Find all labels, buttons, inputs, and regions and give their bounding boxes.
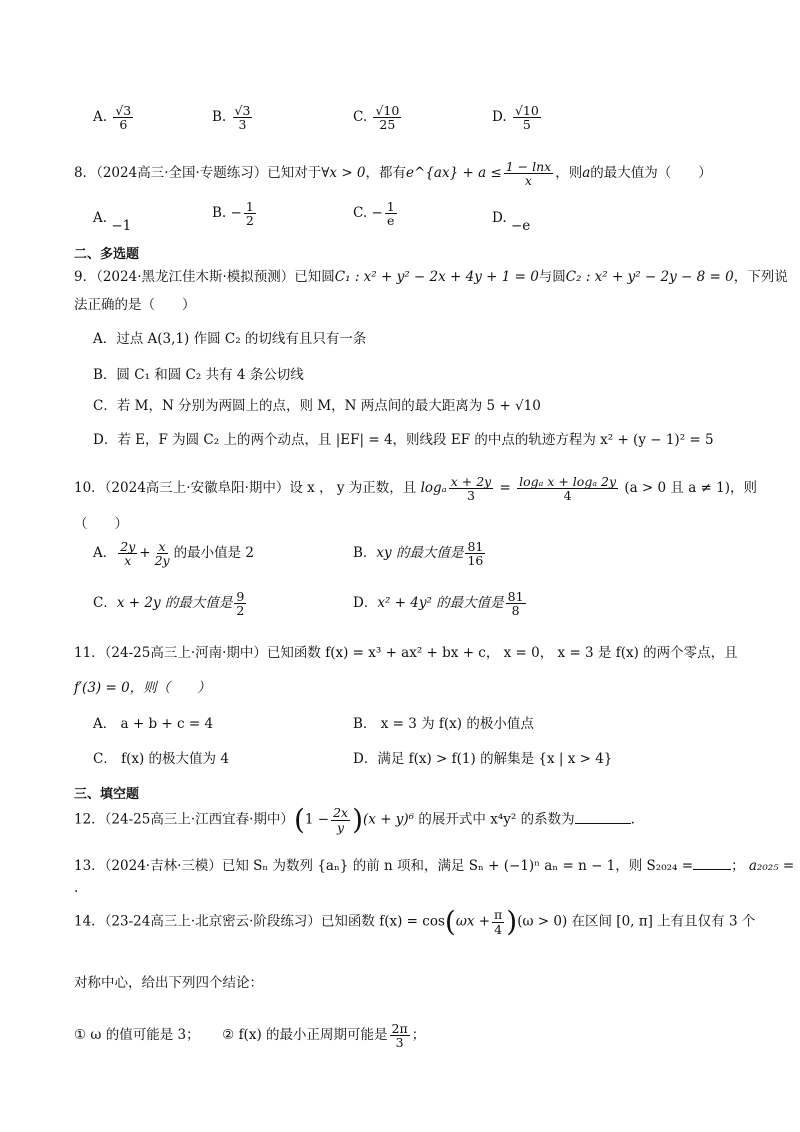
q14-stem-line2: 对称中心，给出下列四个结论： xyxy=(74,975,263,991)
q9-circle1: C₁ : x² + y² − 2x + 4y + 1 = 0 xyxy=(334,269,539,285)
a2025-label: a₂₀₂₅ = xyxy=(748,858,795,874)
q14-prefix: 14．（23-24高三上·北京密云·阶段练习）已知函数 f(x) = cos xyxy=(74,913,445,930)
q9-circle2: C₂ : x² + y² − 2y − 8 = 0 xyxy=(565,269,734,285)
option-label: B. xyxy=(212,109,227,126)
denominator: 3 xyxy=(395,1035,404,1051)
denominator: y xyxy=(337,819,345,835)
sign: − xyxy=(230,205,242,222)
denominator: 8 xyxy=(511,603,520,619)
separator: ； xyxy=(731,858,745,874)
fraction xyxy=(153,540,172,567)
fraction xyxy=(449,475,494,502)
fraction xyxy=(513,104,541,131)
fraction xyxy=(233,104,253,131)
fraction xyxy=(244,200,256,227)
option-mid: xy 的最大值是 xyxy=(376,545,464,562)
numerator: √10 xyxy=(514,103,539,118)
q8-mid: ，都有 xyxy=(365,165,407,182)
q8-prefix: 8．（2024高三·全国·专题练习）已知对于 xyxy=(74,165,322,182)
denominator: 3 xyxy=(238,117,247,133)
numerator: 81 xyxy=(467,539,484,554)
option-tail: 的最小值是 2 xyxy=(173,545,254,562)
q8-option-a xyxy=(93,210,132,234)
fraction xyxy=(385,200,397,227)
denominator: x xyxy=(124,553,132,569)
q8-suffix: ，则 xyxy=(555,165,583,182)
conclusion-2-end: ； xyxy=(411,1027,426,1044)
conclusion-1: ① ω 的值可能是 3； xyxy=(74,1027,200,1044)
fraction xyxy=(504,160,553,187)
q12-prefix: 12．（24-25高三上·江西宜春·期中） xyxy=(74,811,294,828)
option-value: −e xyxy=(510,218,531,234)
answer-blank[interactable] xyxy=(575,811,631,824)
fraction xyxy=(118,540,137,567)
q12-stem xyxy=(74,803,635,836)
option-label: D. xyxy=(492,210,507,226)
denominator: 16 xyxy=(467,553,484,569)
denominator: 4 xyxy=(563,488,572,504)
option-label: D. xyxy=(492,109,507,126)
q8-variable: a xyxy=(582,165,591,182)
right-paren: ) xyxy=(506,905,518,938)
period: . xyxy=(630,811,635,828)
q14-suffix: (ω > 0) 在区间 [0, π] 上有且仅有 3 个 xyxy=(517,913,756,930)
denominator: 6 xyxy=(119,117,128,133)
q9-and: 与圆 xyxy=(538,269,566,285)
q9-suffix: ，下列说 xyxy=(733,269,788,285)
q8-condition: ∀x > 0 xyxy=(321,165,366,182)
conclusion-2: ② f(x) 的最小正周期可能是 xyxy=(222,1027,388,1044)
option-label: A. xyxy=(93,210,108,226)
denominator: 2y xyxy=(154,553,170,569)
numerator: √3 xyxy=(115,103,132,118)
option-label: D． xyxy=(353,595,378,612)
power-term: (x + y)⁶ xyxy=(363,811,415,828)
option-label: A． xyxy=(93,545,117,562)
denominator: 4 xyxy=(494,921,503,937)
option-mid: x + 2y 的最大值是 xyxy=(116,595,233,612)
q11-option-a: A． a + b + c = 4 xyxy=(93,716,214,732)
denominator: 2 xyxy=(236,603,245,619)
q11-option-c: C． f(x) 的极大值为 4 xyxy=(93,751,229,767)
q9-stem-line1 xyxy=(74,269,788,285)
q8-inequality: e^{ax} + a ≤ xyxy=(406,165,502,182)
q11-stem-line1: 11．（24-25高三上·河南·期中）已知函数 f(x) = x³ + ax² + bx + c， x = 0， x = 3 是 f(x) 的两个零点，且 xyxy=(74,645,738,661)
option-label: C. xyxy=(353,109,368,126)
q11-option-d: D．满足 f(x) > f(1) 的解集是 {x | x > 4} xyxy=(353,751,613,767)
numerator: π xyxy=(494,907,503,923)
option-label: A. xyxy=(93,109,108,126)
q10-stem-line1 xyxy=(74,475,757,502)
numerator: x xyxy=(158,539,166,554)
numerator: 1 xyxy=(386,199,395,214)
fraction xyxy=(390,1022,410,1049)
q7-option-c xyxy=(353,104,403,131)
section-heading-multiple-choice: 二、多选题 xyxy=(74,247,140,262)
sign: − xyxy=(371,205,383,222)
plus: + xyxy=(139,545,151,562)
numerator: 81 xyxy=(507,589,524,604)
q7-option-b xyxy=(212,104,254,131)
option-label: C． xyxy=(93,595,117,612)
q9-option-a: A．过点 A(3,1) 作圆 C₂ 的切线有且只有一条 xyxy=(93,331,367,347)
q13-end: . xyxy=(74,880,79,896)
numerator: 1 xyxy=(245,199,254,214)
q12-suffix: 的展开式中 x⁴y² 的系数为 xyxy=(418,811,575,828)
denominator: 3 xyxy=(467,488,475,504)
log-left: logₐ xyxy=(420,480,447,497)
q8-stem xyxy=(74,160,712,187)
numerator: 1 − lnx xyxy=(505,159,552,174)
denominator: 25 xyxy=(379,117,396,133)
q13-text: 13．（2024·吉林·三模）已知 Sₙ 为数列 {aₙ} 的前 n 项和，满足 Sₙ + (−1)ⁿ aₙ = n − 1，则 S₂₀₂₄ = xyxy=(74,858,694,874)
q11-option-b: B． x = 3 为 f(x) 的极小值点 xyxy=(353,716,534,732)
numerator: √3 xyxy=(234,103,251,118)
q14-conclusions xyxy=(74,1022,425,1049)
q8-option-b xyxy=(212,200,258,227)
numerator: x + 2y xyxy=(450,474,492,489)
q10-option-a xyxy=(93,540,254,567)
q8-option-d xyxy=(492,210,531,234)
q9-option-c: C．若 M，N 分别为两圆上的点，则 M，N 两点间的最大距离为 5 + √10 xyxy=(93,398,541,414)
right-paren: ) xyxy=(352,803,364,836)
fraction xyxy=(331,806,350,833)
inner-expression: ωx + xyxy=(455,913,491,930)
option-label: B. xyxy=(212,205,227,222)
q10-option-d xyxy=(353,590,528,617)
fraction xyxy=(373,104,401,131)
denominator: 5 xyxy=(522,117,531,133)
fraction xyxy=(506,590,526,617)
q7-option-d xyxy=(492,104,543,131)
option-mid: x² + 4y² 的最大值是 xyxy=(377,595,504,612)
numerator: 2x xyxy=(333,805,349,821)
q8-suffix-end: 的最大值为（ ） xyxy=(590,165,712,182)
fraction xyxy=(113,104,133,131)
left-paren: ( xyxy=(444,905,456,938)
fraction xyxy=(492,908,504,935)
q13-stem xyxy=(74,857,794,874)
numerator: 9 xyxy=(236,589,245,604)
fraction xyxy=(234,590,246,617)
q10-prefix: 10．（2024高三上·安徽阜阳·期中）设 x ， y 为正数，且 xyxy=(74,480,417,497)
numerator: √10 xyxy=(375,103,400,118)
q9-prefix: 9．（2024·黑龙江佳木斯·模拟预测）已知圆 xyxy=(74,269,335,285)
q10-option-b xyxy=(353,540,487,567)
denominator: e xyxy=(387,213,395,229)
q9-stem-line2: 法正确的是（ ） xyxy=(74,297,196,313)
one-minus: 1 − xyxy=(304,811,330,828)
numerator: 2y xyxy=(120,539,136,554)
denominator: x xyxy=(524,173,532,189)
answer-blank-s2024[interactable] xyxy=(693,857,731,870)
q9-option-b: B．圆 C₁ 和圆 C₂ 共有 4 条公切线 xyxy=(93,367,304,383)
q10-stem-line2: （ ） xyxy=(74,516,128,532)
denominator: 2 xyxy=(245,213,254,229)
option-value: −1 xyxy=(111,218,132,234)
q11-stem-line2: f′(3) = 0，则（ ） xyxy=(74,680,211,696)
fraction xyxy=(465,540,485,567)
q7-option-a xyxy=(93,104,135,131)
section-heading-fill-in: 三、填空题 xyxy=(74,787,140,802)
left-paren: ( xyxy=(293,803,305,836)
option-label: C. xyxy=(353,205,368,222)
numerator: 2π xyxy=(391,1021,408,1036)
q14-stem-line1 xyxy=(74,905,756,938)
q10-option-c xyxy=(93,590,248,617)
q10-suffix: (a > 0 且 a ≠ 1)，则 xyxy=(624,480,757,497)
q9-option-d: D．若 E，F 为圆 C₂ 上的两个动点，且 |EF| = 4，则线段 EF 的中点的轨迹方程为 x² + (y − 1)² = 5 xyxy=(93,432,714,448)
option-label: B． xyxy=(353,545,377,562)
q8-option-c xyxy=(353,200,399,227)
equals: = xyxy=(499,480,511,497)
fraction xyxy=(517,475,618,502)
numerator: logₐ x + logₐ 2y xyxy=(519,474,617,489)
